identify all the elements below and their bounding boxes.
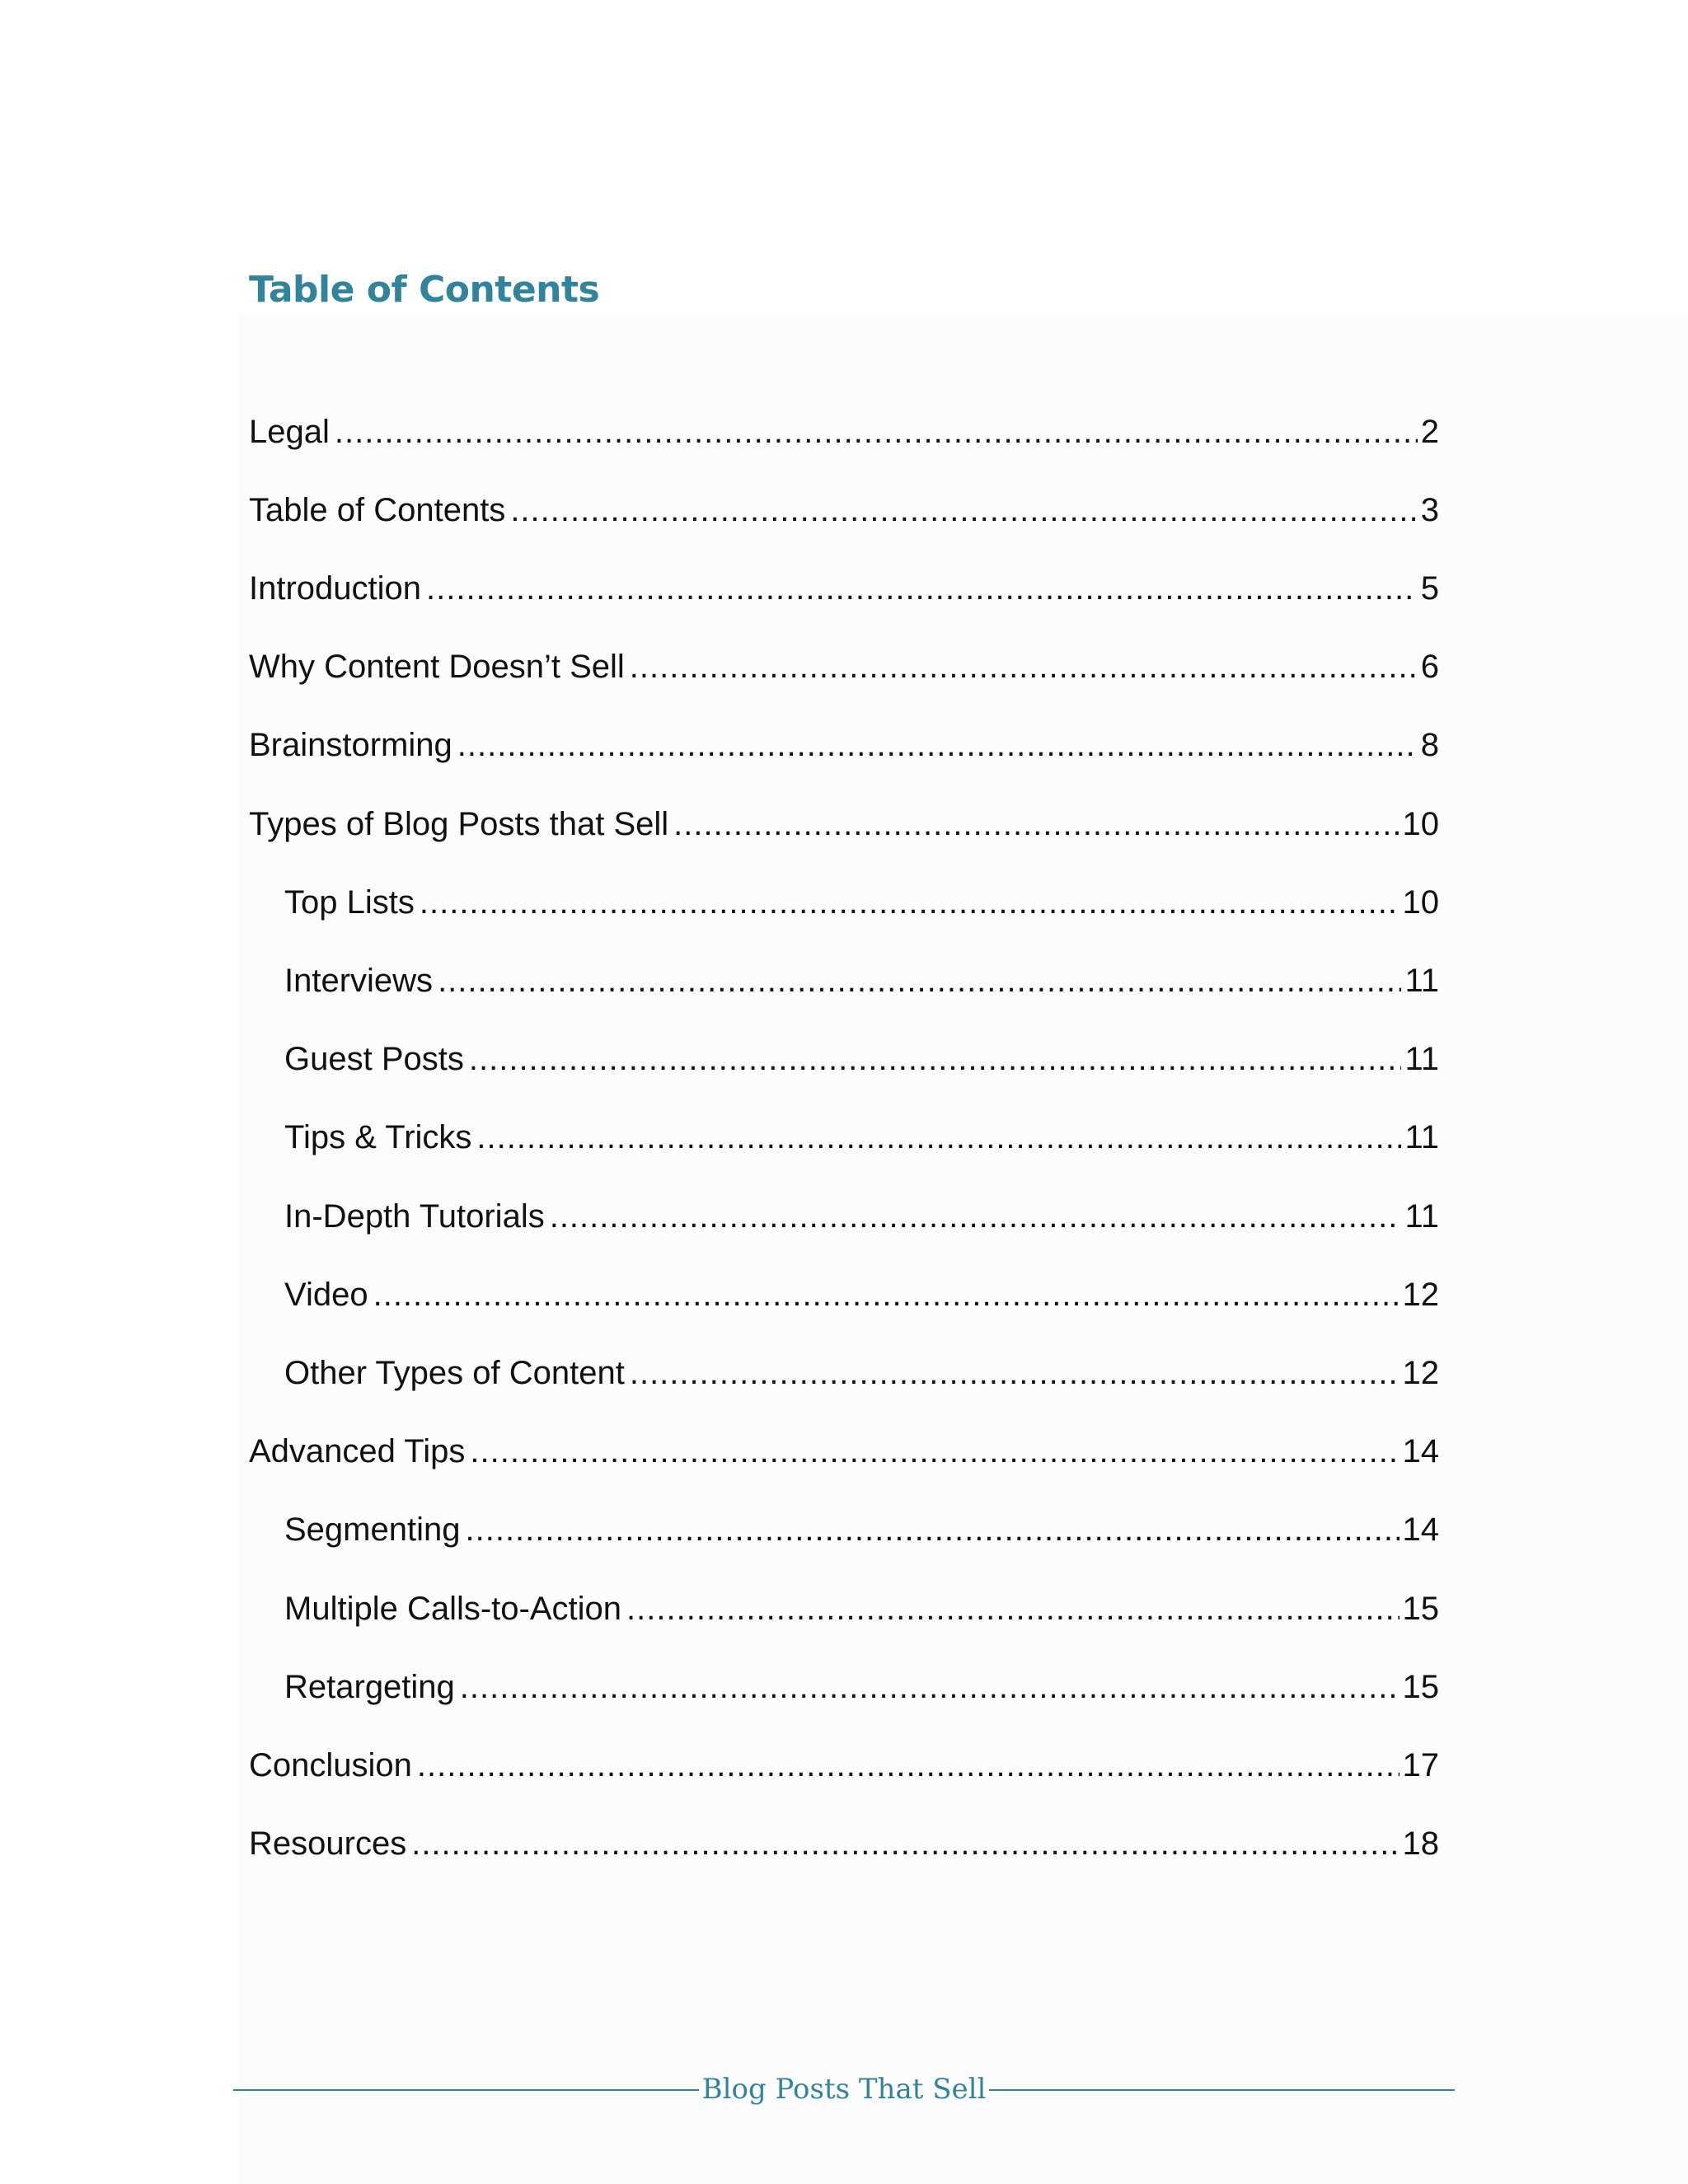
toc-entry-advanced-tips[interactable]	[249, 1427, 1439, 1476]
toc-entry-video[interactable]	[284, 1270, 1439, 1319]
toc-entry-conclusion[interactable]	[249, 1741, 1439, 1790]
toc-entry-interviews[interactable]	[284, 956, 1439, 1005]
toc-entry-legal[interactable]	[249, 407, 1439, 457]
toc-entry-label: Segmenting	[284, 1511, 461, 1548]
toc-entry-page: 11	[1404, 963, 1439, 999]
toc-entry-top-lists[interactable]	[284, 878, 1439, 927]
toc-heading: Table of Contents	[249, 269, 600, 311]
toc-entry-page: 5	[1420, 570, 1439, 607]
toc-entry-page: 17	[1402, 1747, 1439, 1783]
toc-entry-page: 15	[1402, 1669, 1439, 1705]
dot-leader	[417, 1741, 1400, 1790]
dot-leader	[469, 1034, 1402, 1084]
dot-leader	[426, 564, 1418, 613]
toc-entry-page: 11	[1404, 1119, 1439, 1155]
toc-entry-label: Advanced Tips	[249, 1433, 466, 1469]
toc-entry-page: 6	[1420, 649, 1439, 685]
toc-entry-label: Resources	[249, 1825, 407, 1862]
toc-entry-page: 11	[1404, 1041, 1439, 1077]
dot-leader	[630, 1348, 1400, 1398]
toc-entry-page: 18	[1402, 1825, 1439, 1862]
toc-entry-page: 15	[1402, 1591, 1439, 1627]
toc-entry-page: 8	[1420, 727, 1439, 763]
toc-entry-brainstorming[interactable]	[249, 720, 1439, 770]
dot-leader	[335, 407, 1418, 457]
toc-entry-segmenting[interactable]	[284, 1505, 1439, 1554]
toc-entry-retargeting[interactable]	[284, 1662, 1439, 1712]
dot-leader	[411, 1819, 1399, 1868]
dot-leader	[673, 799, 1399, 849]
toc-entry-introduction[interactable]	[249, 564, 1439, 613]
toc-entry-types-of-blog-posts[interactable]	[249, 799, 1439, 849]
dot-leader	[438, 956, 1401, 1005]
toc-entry-label: Legal	[249, 414, 330, 450]
toc-entry-label: Types of Blog Posts that Sell	[249, 806, 669, 842]
toc-entry-page: 11	[1404, 1198, 1439, 1235]
dot-leader	[630, 642, 1418, 691]
dot-leader	[476, 1113, 1401, 1162]
dot-leader	[420, 878, 1400, 927]
toc-entry-in-depth-tutorials[interactable]	[284, 1192, 1439, 1241]
toc-entry-page: 2	[1420, 414, 1439, 450]
dot-leader	[550, 1192, 1402, 1241]
toc-entry-label: Other Types of Content	[284, 1355, 625, 1391]
dot-leader	[470, 1427, 1399, 1476]
toc-entry-guest-posts[interactable]	[284, 1034, 1439, 1084]
dot-leader	[510, 485, 1417, 535]
toc-entry-page: 10	[1402, 884, 1439, 921]
toc-entry-label: Brainstorming	[249, 727, 452, 763]
toc-entry-multiple-calls-to-action[interactable]	[284, 1584, 1439, 1633]
toc-entry-page: 3	[1420, 492, 1439, 528]
dot-leader	[373, 1270, 1400, 1319]
toc-entry-label: Introduction	[249, 570, 422, 607]
dot-leader	[457, 720, 1418, 770]
toc-entry-label: Tips & Tricks	[284, 1119, 472, 1155]
footer-rule-left	[233, 2089, 699, 2091]
toc-entry-label: Conclusion	[249, 1747, 412, 1783]
toc-entry-resources[interactable]	[249, 1819, 1439, 1868]
toc-entry-label: Why Content Doesn’t Sell	[249, 649, 625, 685]
footer-title: Blog Posts That Sell	[701, 2073, 987, 2106]
toc-entry-label: Interviews	[284, 963, 434, 999]
toc-entry-label: Multiple Calls-to-Action	[284, 1591, 622, 1627]
dot-leader	[465, 1505, 1399, 1554]
toc-entry-page: 10	[1402, 806, 1439, 842]
toc-entry-label: Top Lists	[284, 884, 415, 921]
toc-entry-page: 14	[1402, 1511, 1439, 1548]
toc-entry-page: 14	[1402, 1433, 1439, 1469]
toc-entry-label: Retargeting	[284, 1669, 455, 1705]
dot-leader	[460, 1662, 1400, 1712]
dot-leader	[626, 1584, 1399, 1633]
toc-entry-table-of-contents[interactable]	[249, 485, 1439, 535]
toc-entry-label: Video	[284, 1277, 368, 1313]
toc-entry-page: 12	[1402, 1355, 1439, 1391]
toc-entry-why-content-doesnt-sell[interactable]	[249, 642, 1439, 691]
footer-rule-right	[989, 2089, 1455, 2091]
toc-entry-label: Table of Contents	[249, 492, 506, 528]
toc-entry-tips-and-tricks[interactable]	[284, 1113, 1439, 1162]
toc-entry-label: In-Depth Tutorials	[284, 1198, 545, 1235]
toc-entry-page: 12	[1402, 1277, 1439, 1313]
toc-entry-other-types-of-content[interactable]	[284, 1348, 1439, 1398]
toc-entry-label: Guest Posts	[284, 1041, 464, 1077]
